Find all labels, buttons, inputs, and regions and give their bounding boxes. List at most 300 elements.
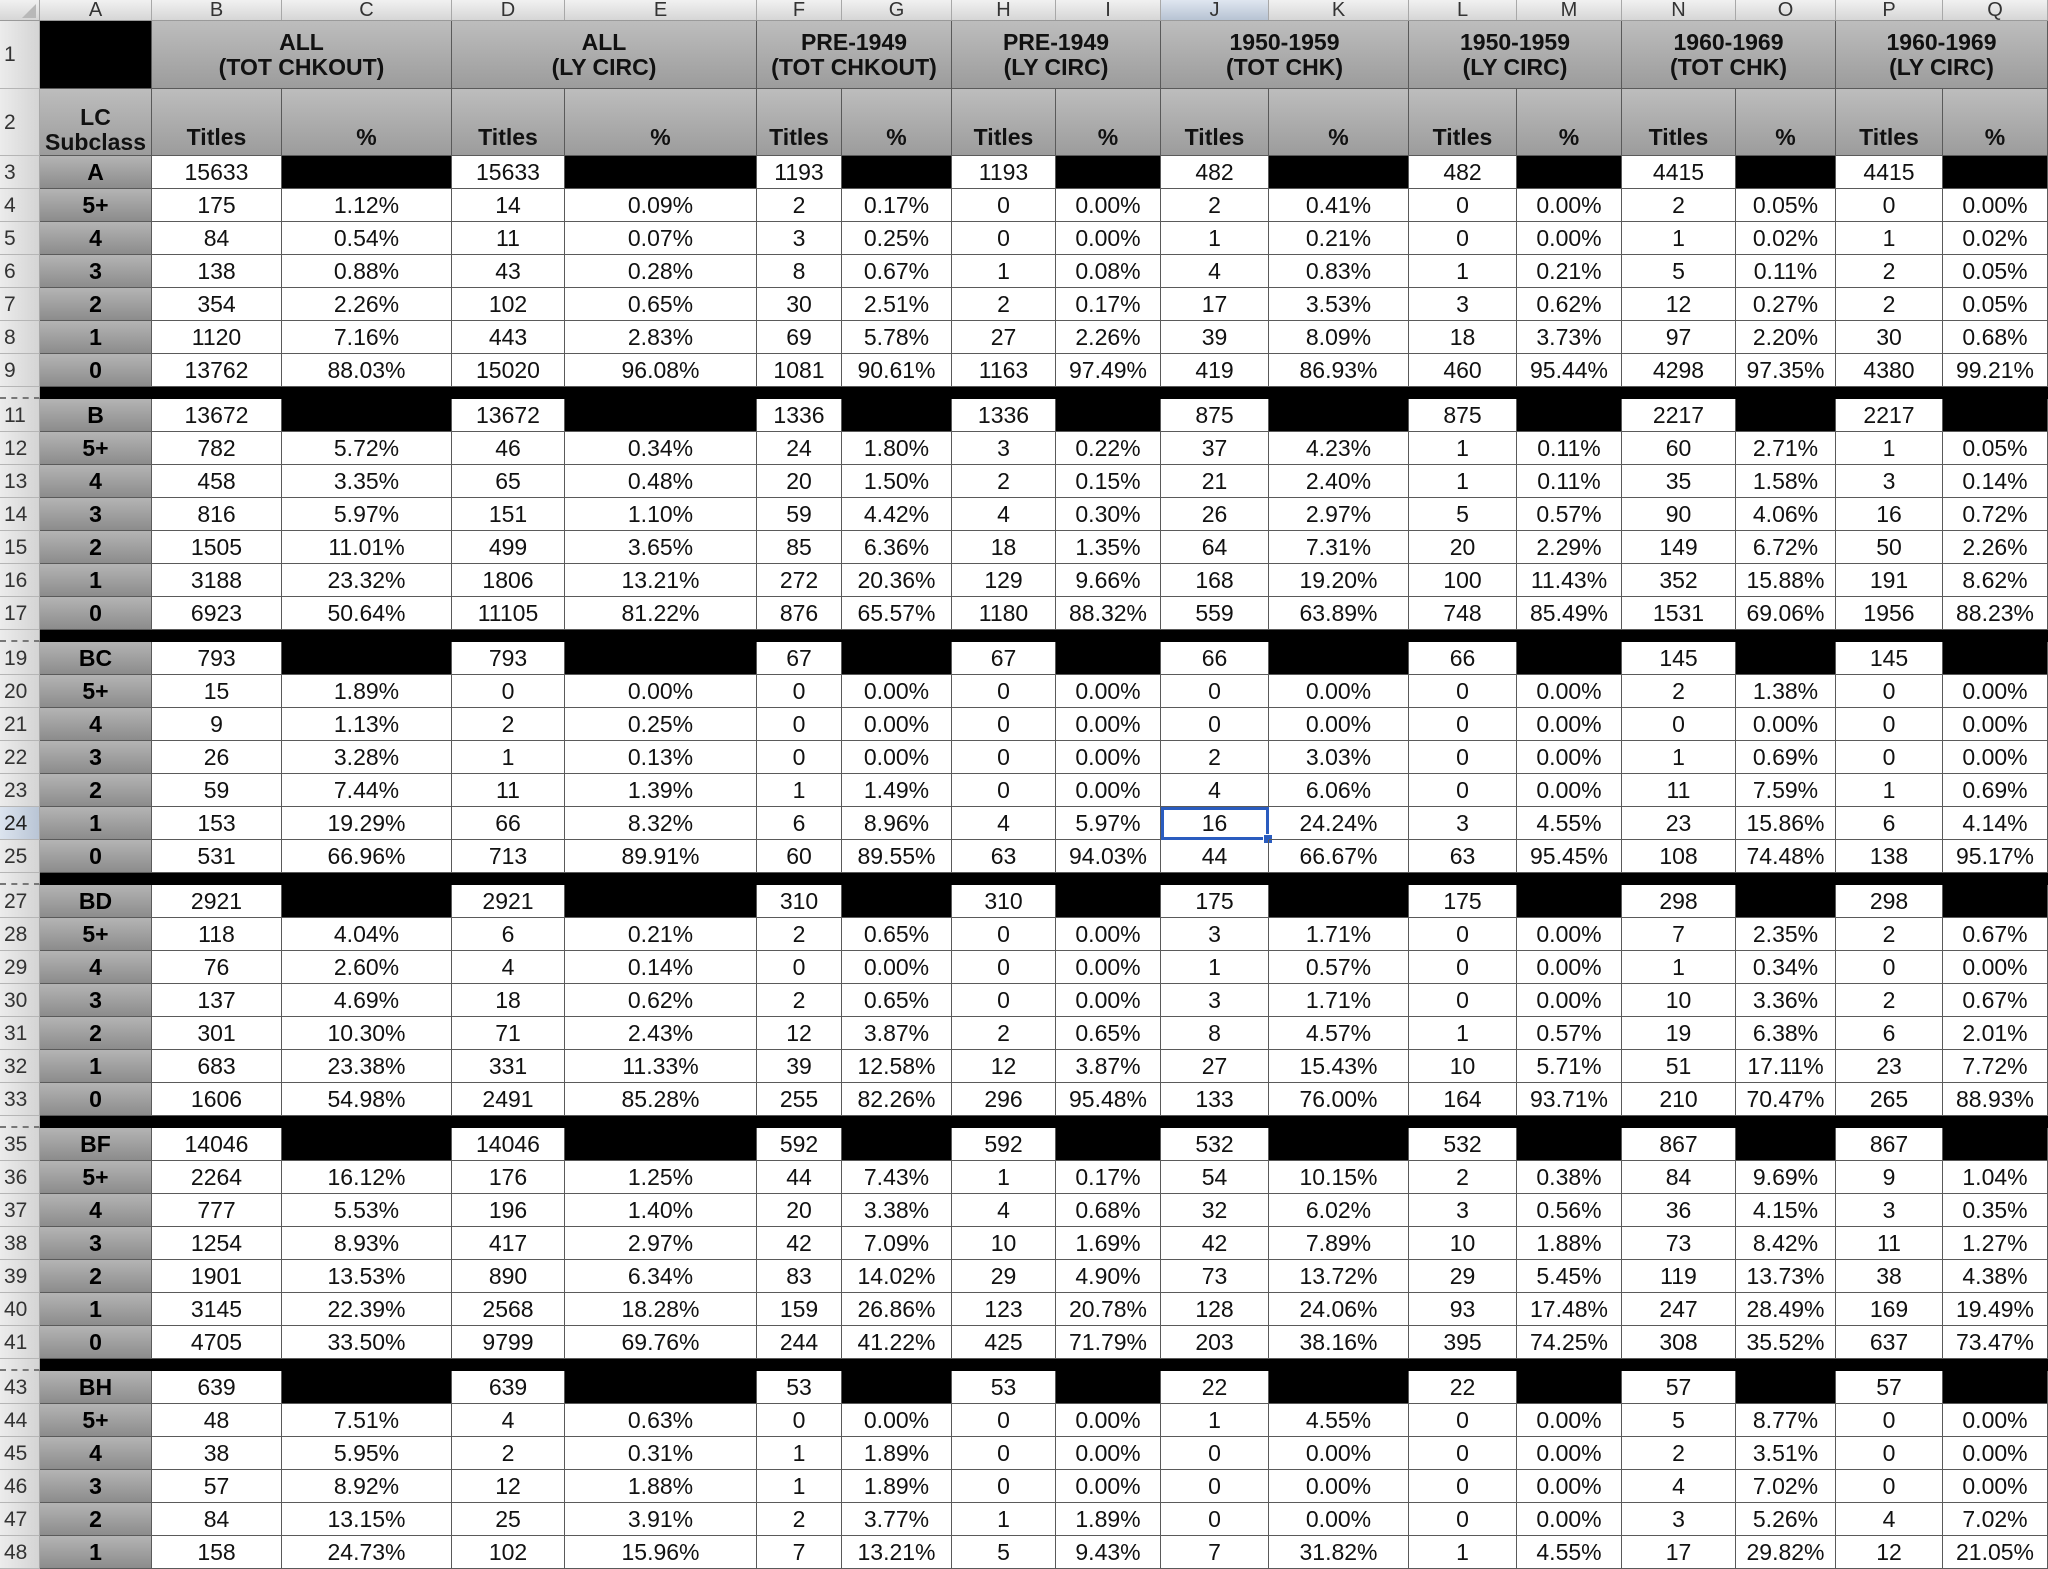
- titles-value[interactable]: 0: [952, 222, 1056, 255]
- checkout-count-label[interactable]: 0: [40, 840, 152, 873]
- checkout-count-label[interactable]: 4: [40, 951, 152, 984]
- titles-value[interactable]: 4: [1836, 1503, 1943, 1536]
- total-percent-blank[interactable]: [282, 1128, 452, 1161]
- row-number[interactable]: 25: [0, 840, 40, 873]
- percent-value[interactable]: 8.77%: [1736, 1404, 1836, 1437]
- percent-value[interactable]: 0.00%: [1517, 222, 1622, 255]
- percent-value[interactable]: 0.57%: [1517, 498, 1622, 531]
- percent-value[interactable]: 0.54%: [282, 222, 452, 255]
- titles-value[interactable]: 6: [757, 807, 842, 840]
- titles-value[interactable]: 43: [452, 255, 565, 288]
- total-percent-blank[interactable]: [1269, 885, 1409, 918]
- titles-value[interactable]: 499: [452, 531, 565, 564]
- group-header[interactable]: [757, 21, 952, 89]
- percent-value[interactable]: 13.73%: [1736, 1260, 1836, 1293]
- titles-value[interactable]: 0: [1409, 675, 1517, 708]
- group-header[interactable]: [152, 21, 452, 89]
- percent-value[interactable]: 3.87%: [842, 1017, 952, 1050]
- total-titles[interactable]: 875: [1409, 399, 1517, 432]
- titles-value[interactable]: 3: [1836, 465, 1943, 498]
- total-percent-blank[interactable]: [1269, 1128, 1409, 1161]
- total-percent-blank[interactable]: [565, 885, 757, 918]
- titles-value[interactable]: 443: [452, 321, 565, 354]
- total-percent-blank[interactable]: [282, 1371, 452, 1404]
- titles-value[interactable]: 0: [952, 741, 1056, 774]
- percent-value[interactable]: 0.67%: [1943, 918, 2048, 951]
- row-number[interactable]: 22: [0, 741, 40, 774]
- row-number[interactable]: 1: [0, 21, 40, 89]
- percent-value[interactable]: 1.88%: [565, 1470, 757, 1503]
- percent-value[interactable]: 0.00%: [842, 708, 952, 741]
- percent-value[interactable]: 22.39%: [282, 1293, 452, 1326]
- percent-value[interactable]: 0.02%: [1943, 222, 2048, 255]
- percent-value[interactable]: 6.06%: [1269, 774, 1409, 807]
- percent-value[interactable]: 7.02%: [1736, 1470, 1836, 1503]
- titles-value[interactable]: 4380: [1836, 354, 1943, 387]
- titles-value[interactable]: 32: [1161, 1194, 1269, 1227]
- total-percent-blank[interactable]: [565, 1128, 757, 1161]
- percent-value[interactable]: 2.29%: [1517, 531, 1622, 564]
- row-number[interactable]: 40: [0, 1293, 40, 1326]
- titles-value[interactable]: 1: [1409, 432, 1517, 465]
- titles-value[interactable]: 0: [1409, 951, 1517, 984]
- total-percent-blank[interactable]: [1943, 1371, 2048, 1404]
- titles-value[interactable]: 419: [1161, 354, 1269, 387]
- total-titles[interactable]: 867: [1622, 1128, 1736, 1161]
- titles-value[interactable]: 10: [952, 1227, 1056, 1260]
- percent-value[interactable]: 0.62%: [1517, 288, 1622, 321]
- row-number[interactable]: 30: [0, 984, 40, 1017]
- titles-value[interactable]: 637: [1836, 1326, 1943, 1359]
- titles-value[interactable]: 15020: [452, 354, 565, 387]
- percent-value[interactable]: 88.23%: [1943, 597, 2048, 630]
- percent-value[interactable]: 7.31%: [1269, 531, 1409, 564]
- titles-value[interactable]: 876: [757, 597, 842, 630]
- titles-value[interactable]: 2: [1409, 1161, 1517, 1194]
- percent-value[interactable]: 0.17%: [1056, 1161, 1161, 1194]
- checkout-count-label[interactable]: 2: [40, 288, 152, 321]
- percent-value[interactable]: 2.51%: [842, 288, 952, 321]
- percent-value[interactable]: 0.25%: [842, 222, 952, 255]
- titles-value[interactable]: 1956: [1836, 597, 1943, 630]
- percent-value[interactable]: 6.36%: [842, 531, 952, 564]
- total-percent-blank[interactable]: [1269, 399, 1409, 432]
- titles-value[interactable]: 3: [1409, 807, 1517, 840]
- checkout-count-label[interactable]: 5+: [40, 918, 152, 951]
- percent-value[interactable]: 0.62%: [565, 984, 757, 1017]
- titles-value[interactable]: 84: [1622, 1161, 1736, 1194]
- percent-value[interactable]: 5.78%: [842, 321, 952, 354]
- row-number[interactable]: 9: [0, 354, 40, 387]
- percent-value[interactable]: 1.50%: [842, 465, 952, 498]
- titles-value[interactable]: 1: [1622, 951, 1736, 984]
- total-percent-blank[interactable]: [282, 885, 452, 918]
- percent-value[interactable]: 0.35%: [1943, 1194, 2048, 1227]
- percent-value[interactable]: 0.00%: [1517, 951, 1622, 984]
- percent-value[interactable]: 0.67%: [1943, 984, 2048, 1017]
- percent-value[interactable]: 5.72%: [282, 432, 452, 465]
- percent-value[interactable]: 8.09%: [1269, 321, 1409, 354]
- percent-value[interactable]: 99.21%: [1943, 354, 2048, 387]
- percent-value[interactable]: 35.52%: [1736, 1326, 1836, 1359]
- row-number[interactable]: 43: [0, 1371, 40, 1404]
- percent-value[interactable]: 0.00%: [1056, 1404, 1161, 1437]
- percent-value[interactable]: 0.68%: [1056, 1194, 1161, 1227]
- percent-value[interactable]: 0.00%: [842, 951, 952, 984]
- percent-value[interactable]: 7.59%: [1736, 774, 1836, 807]
- row-number[interactable]: 31: [0, 1017, 40, 1050]
- titles-value[interactable]: 395: [1409, 1326, 1517, 1359]
- percent-value[interactable]: 3.77%: [842, 1503, 952, 1536]
- titles-value[interactable]: 4: [952, 498, 1056, 531]
- percent-value[interactable]: 8.96%: [842, 807, 952, 840]
- titles-value[interactable]: 21: [1161, 465, 1269, 498]
- titles-value[interactable]: 2: [452, 1437, 565, 1470]
- percent-value[interactable]: 5.45%: [1517, 1260, 1622, 1293]
- percent-value[interactable]: 3.91%: [565, 1503, 757, 1536]
- titles-value[interactable]: 460: [1409, 354, 1517, 387]
- titles-value[interactable]: 0: [952, 189, 1056, 222]
- percent-value[interactable]: 4.55%: [1269, 1404, 1409, 1437]
- percent-value[interactable]: 95.44%: [1517, 354, 1622, 387]
- titles-value[interactable]: 151: [452, 498, 565, 531]
- titles-value[interactable]: 0: [952, 708, 1056, 741]
- titles-value[interactable]: 331: [452, 1050, 565, 1083]
- checkout-count-label[interactable]: 4: [40, 222, 152, 255]
- titles-value[interactable]: 0: [1409, 708, 1517, 741]
- percent-value[interactable]: 0.68%: [1943, 321, 2048, 354]
- titles-value[interactable]: 2: [1161, 741, 1269, 774]
- column-header-f[interactable]: F: [757, 0, 842, 20]
- row-number[interactable]: 33: [0, 1083, 40, 1116]
- titles-value[interactable]: 10: [1409, 1050, 1517, 1083]
- titles-value[interactable]: 1: [952, 1503, 1056, 1536]
- titles-header[interactable]: Titles: [1161, 89, 1269, 156]
- titles-value[interactable]: 30: [757, 288, 842, 321]
- titles-value[interactable]: 14: [452, 189, 565, 222]
- percent-value[interactable]: 0.00%: [1517, 675, 1622, 708]
- total-titles[interactable]: 2921: [452, 885, 565, 918]
- hidden-row-marker[interactable]: [0, 630, 40, 642]
- titles-value[interactable]: 0: [757, 675, 842, 708]
- percent-value[interactable]: 3.65%: [565, 531, 757, 564]
- titles-value[interactable]: 5: [1622, 1404, 1736, 1437]
- titles-value[interactable]: 1531: [1622, 597, 1736, 630]
- checkout-count-label[interactable]: 4: [40, 708, 152, 741]
- percent-value[interactable]: 0.00%: [1269, 675, 1409, 708]
- percent-value[interactable]: 88.03%: [282, 354, 452, 387]
- percent-value[interactable]: 0.15%: [1056, 465, 1161, 498]
- percent-value[interactable]: 1.71%: [1269, 918, 1409, 951]
- percent-value[interactable]: 0.00%: [842, 1404, 952, 1437]
- checkout-count-label[interactable]: 2: [40, 774, 152, 807]
- titles-value[interactable]: 168: [1161, 564, 1269, 597]
- titles-value[interactable]: 247: [1622, 1293, 1736, 1326]
- percent-value[interactable]: 12.58%: [842, 1050, 952, 1083]
- percent-value[interactable]: 2.26%: [1943, 531, 2048, 564]
- percent-value[interactable]: 5.53%: [282, 1194, 452, 1227]
- percent-value[interactable]: 95.17%: [1943, 840, 2048, 873]
- percent-value[interactable]: 5.95%: [282, 1437, 452, 1470]
- total-percent-blank[interactable]: [565, 156, 757, 189]
- titles-value[interactable]: 8: [757, 255, 842, 288]
- total-titles[interactable]: 298: [1622, 885, 1736, 918]
- titles-value[interactable]: 890: [452, 1260, 565, 1293]
- total-titles[interactable]: 53: [757, 1371, 842, 1404]
- column-header-p[interactable]: P: [1836, 0, 1943, 20]
- column-header-l[interactable]: L: [1409, 0, 1517, 20]
- percent-value[interactable]: 0.09%: [565, 189, 757, 222]
- total-titles[interactable]: 2217: [1622, 399, 1736, 432]
- titles-value[interactable]: 1: [952, 255, 1056, 288]
- titles-value[interactable]: 93: [1409, 1293, 1517, 1326]
- total-titles[interactable]: 67: [757, 642, 842, 675]
- titles-value[interactable]: 12: [1622, 288, 1736, 321]
- total-titles[interactable]: 532: [1161, 1128, 1269, 1161]
- titles-value[interactable]: 44: [1161, 840, 1269, 873]
- titles-value[interactable]: 20: [757, 1194, 842, 1227]
- checkout-count-label[interactable]: 1: [40, 1293, 152, 1326]
- percent-value[interactable]: 0.00%: [565, 675, 757, 708]
- checkout-count-label[interactable]: 3: [40, 498, 152, 531]
- percent-value[interactable]: 2.71%: [1736, 432, 1836, 465]
- hidden-row-marker[interactable]: [0, 387, 40, 399]
- percent-value[interactable]: 4.42%: [842, 498, 952, 531]
- row-number[interactable]: 13: [0, 465, 40, 498]
- titles-value[interactable]: 84: [152, 1503, 282, 1536]
- checkout-count-label[interactable]: 2: [40, 1260, 152, 1293]
- percent-value[interactable]: 94.03%: [1056, 840, 1161, 873]
- percent-value[interactable]: 50.64%: [282, 597, 452, 630]
- total-titles[interactable]: 2921: [152, 885, 282, 918]
- percent-value[interactable]: 4.38%: [1943, 1260, 2048, 1293]
- percent-value[interactable]: 23.38%: [282, 1050, 452, 1083]
- titles-value[interactable]: 100: [1409, 564, 1517, 597]
- percent-value[interactable]: 1.89%: [282, 675, 452, 708]
- percent-value[interactable]: 3.36%: [1736, 984, 1836, 1017]
- titles-value[interactable]: 64: [1161, 531, 1269, 564]
- percent-value[interactable]: 9.66%: [1056, 564, 1161, 597]
- titles-value[interactable]: 9: [1836, 1161, 1943, 1194]
- total-percent-blank[interactable]: [1269, 156, 1409, 189]
- row-number[interactable]: 32: [0, 1050, 40, 1083]
- percent-value[interactable]: 2.20%: [1736, 321, 1836, 354]
- titles-value[interactable]: 0: [1836, 708, 1943, 741]
- titles-value[interactable]: 244: [757, 1326, 842, 1359]
- total-percent-blank[interactable]: [1736, 1371, 1836, 1404]
- titles-value[interactable]: 19: [1622, 1017, 1736, 1050]
- percent-value[interactable]: 31.82%: [1269, 1536, 1409, 1569]
- percent-value[interactable]: 86.93%: [1269, 354, 1409, 387]
- titles-value[interactable]: 1806: [452, 564, 565, 597]
- percent-value[interactable]: 73.47%: [1943, 1326, 2048, 1359]
- titles-value[interactable]: 63: [952, 840, 1056, 873]
- titles-value[interactable]: 2: [1836, 255, 1943, 288]
- total-percent-blank[interactable]: [842, 156, 952, 189]
- percent-value[interactable]: 13.72%: [1269, 1260, 1409, 1293]
- total-titles[interactable]: 2217: [1836, 399, 1943, 432]
- percent-value[interactable]: 2.01%: [1943, 1017, 2048, 1050]
- percent-value[interactable]: 15.96%: [565, 1536, 757, 1569]
- titles-value[interactable]: 0: [952, 1437, 1056, 1470]
- percent-value[interactable]: 88.93%: [1943, 1083, 2048, 1116]
- total-percent-blank[interactable]: [1056, 1128, 1161, 1161]
- row-number[interactable]: 14: [0, 498, 40, 531]
- titles-value[interactable]: 301: [152, 1017, 282, 1050]
- titles-value[interactable]: 1: [1161, 951, 1269, 984]
- percent-value[interactable]: 0.00%: [1269, 1503, 1409, 1536]
- titles-value[interactable]: 1254: [152, 1227, 282, 1260]
- titles-value[interactable]: 0: [757, 951, 842, 984]
- percent-value[interactable]: 13.21%: [842, 1536, 952, 1569]
- column-header-i[interactable]: I: [1056, 0, 1161, 20]
- row-number[interactable]: 37: [0, 1194, 40, 1227]
- titles-value[interactable]: 0: [757, 741, 842, 774]
- titles-value[interactable]: 3145: [152, 1293, 282, 1326]
- total-percent-blank[interactable]: [565, 399, 757, 432]
- percent-value[interactable]: 4.55%: [1517, 1536, 1622, 1569]
- total-percent-blank[interactable]: [1943, 1128, 2048, 1161]
- percent-value[interactable]: 28.49%: [1736, 1293, 1836, 1326]
- titles-value[interactable]: 1: [1836, 774, 1943, 807]
- total-percent-blank[interactable]: [1736, 399, 1836, 432]
- percent-value[interactable]: 0.05%: [1943, 255, 2048, 288]
- row-number[interactable]: 48: [0, 1536, 40, 1569]
- total-percent-blank[interactable]: [1056, 642, 1161, 675]
- percent-header[interactable]: %: [282, 89, 452, 156]
- titles-value[interactable]: 57: [152, 1470, 282, 1503]
- percent-value[interactable]: 0.00%: [1056, 741, 1161, 774]
- titles-value[interactable]: 0: [1836, 1437, 1943, 1470]
- titles-value[interactable]: 1163: [952, 354, 1056, 387]
- titles-value[interactable]: 1: [1409, 255, 1517, 288]
- total-titles[interactable]: 67: [952, 642, 1056, 675]
- titles-value[interactable]: 782: [152, 432, 282, 465]
- titles-value[interactable]: 2: [1836, 288, 1943, 321]
- total-titles[interactable]: 175: [1161, 885, 1269, 918]
- total-percent-blank[interactable]: [1736, 642, 1836, 675]
- column-header-b[interactable]: B: [152, 0, 282, 20]
- percent-value[interactable]: 11.43%: [1517, 564, 1622, 597]
- total-percent-blank[interactable]: [1943, 156, 2048, 189]
- titles-value[interactable]: 12: [1836, 1536, 1943, 1569]
- percent-value[interactable]: 93.71%: [1517, 1083, 1622, 1116]
- subclass-header[interactable]: [40, 89, 152, 156]
- group-header[interactable]: [952, 21, 1161, 89]
- percent-value[interactable]: 89.55%: [842, 840, 952, 873]
- titles-value[interactable]: 0: [1409, 1503, 1517, 1536]
- total-titles[interactable]: 53: [952, 1371, 1056, 1404]
- percent-value[interactable]: 0.00%: [1517, 984, 1622, 1017]
- titles-value[interactable]: 0: [1409, 189, 1517, 222]
- percent-value[interactable]: 20.78%: [1056, 1293, 1161, 1326]
- titles-value[interactable]: 0: [952, 918, 1056, 951]
- titles-value[interactable]: 0: [1161, 1437, 1269, 1470]
- percent-value[interactable]: 0.05%: [1943, 288, 2048, 321]
- percent-value[interactable]: 3.38%: [842, 1194, 952, 1227]
- percent-value[interactable]: 0.83%: [1269, 255, 1409, 288]
- percent-value[interactable]: 0.14%: [1943, 465, 2048, 498]
- total-percent-blank[interactable]: [842, 642, 952, 675]
- titles-value[interactable]: 308: [1622, 1326, 1736, 1359]
- percent-value[interactable]: 11.01%: [282, 531, 452, 564]
- titles-value[interactable]: 2: [1622, 189, 1736, 222]
- titles-value[interactable]: 15: [152, 675, 282, 708]
- titles-value[interactable]: 129: [952, 564, 1056, 597]
- titles-value[interactable]: 0: [1409, 918, 1517, 951]
- row-number[interactable]: 27: [0, 885, 40, 918]
- percent-value[interactable]: 0.05%: [1736, 189, 1836, 222]
- percent-value[interactable]: 0.65%: [565, 288, 757, 321]
- percent-value[interactable]: 6.02%: [1269, 1194, 1409, 1227]
- total-percent-blank[interactable]: [1736, 1128, 1836, 1161]
- total-titles[interactable]: 532: [1409, 1128, 1517, 1161]
- titles-value[interactable]: 24: [757, 432, 842, 465]
- titles-value[interactable]: 458: [152, 465, 282, 498]
- percent-value[interactable]: 18.28%: [565, 1293, 757, 1326]
- titles-value[interactable]: 169: [1836, 1293, 1943, 1326]
- percent-value[interactable]: 2.97%: [565, 1227, 757, 1260]
- titles-value[interactable]: 0: [952, 951, 1056, 984]
- percent-header[interactable]: %: [842, 89, 952, 156]
- titles-value[interactable]: 3: [1161, 984, 1269, 1017]
- total-titles[interactable]: 298: [1836, 885, 1943, 918]
- percent-value[interactable]: 0.00%: [1517, 1503, 1622, 1536]
- percent-value[interactable]: 7.16%: [282, 321, 452, 354]
- percent-value[interactable]: 0.00%: [1943, 1470, 2048, 1503]
- subclass-label[interactable]: BD: [40, 885, 152, 918]
- titles-value[interactable]: 50: [1836, 531, 1943, 564]
- percent-value[interactable]: 6.38%: [1736, 1017, 1836, 1050]
- titles-value[interactable]: 118: [152, 918, 282, 951]
- percent-value[interactable]: 0.00%: [1056, 918, 1161, 951]
- titles-value[interactable]: 2: [757, 918, 842, 951]
- titles-value[interactable]: 39: [757, 1050, 842, 1083]
- total-percent-blank[interactable]: [1943, 399, 2048, 432]
- titles-value[interactable]: 3: [952, 432, 1056, 465]
- total-percent-blank[interactable]: [1517, 399, 1622, 432]
- titles-value[interactable]: 37: [1161, 432, 1269, 465]
- titles-value[interactable]: 0: [1409, 1470, 1517, 1503]
- percent-value[interactable]: 95.48%: [1056, 1083, 1161, 1116]
- total-percent-blank[interactable]: [1943, 885, 2048, 918]
- total-percent-blank[interactable]: [1056, 399, 1161, 432]
- subclass-label[interactable]: BF: [40, 1128, 152, 1161]
- column-header-g[interactable]: G: [842, 0, 952, 20]
- percent-value[interactable]: 1.88%: [1517, 1227, 1622, 1260]
- titles-value[interactable]: 0: [952, 984, 1056, 1017]
- titles-value[interactable]: 42: [757, 1227, 842, 1260]
- percent-value[interactable]: 0.69%: [1736, 741, 1836, 774]
- percent-value[interactable]: 3.87%: [1056, 1050, 1161, 1083]
- checkout-count-label[interactable]: 5+: [40, 432, 152, 465]
- total-percent-blank[interactable]: [1517, 1128, 1622, 1161]
- percent-value[interactable]: 96.08%: [565, 354, 757, 387]
- percent-value[interactable]: 4.57%: [1269, 1017, 1409, 1050]
- percent-value[interactable]: 2.40%: [1269, 465, 1409, 498]
- row-number[interactable]: 6: [0, 255, 40, 288]
- percent-value[interactable]: 0.38%: [1517, 1161, 1622, 1194]
- titles-header[interactable]: Titles: [452, 89, 565, 156]
- titles-value[interactable]: 69: [757, 321, 842, 354]
- group-header[interactable]: [1836, 21, 2048, 89]
- titles-value[interactable]: 3: [1836, 1194, 1943, 1227]
- percent-value[interactable]: 82.26%: [842, 1083, 952, 1116]
- titles-value[interactable]: 119: [1622, 1260, 1736, 1293]
- percent-value[interactable]: 97.49%: [1056, 354, 1161, 387]
- header-corner-cell[interactable]: [40, 21, 152, 89]
- total-percent-blank[interactable]: [1056, 156, 1161, 189]
